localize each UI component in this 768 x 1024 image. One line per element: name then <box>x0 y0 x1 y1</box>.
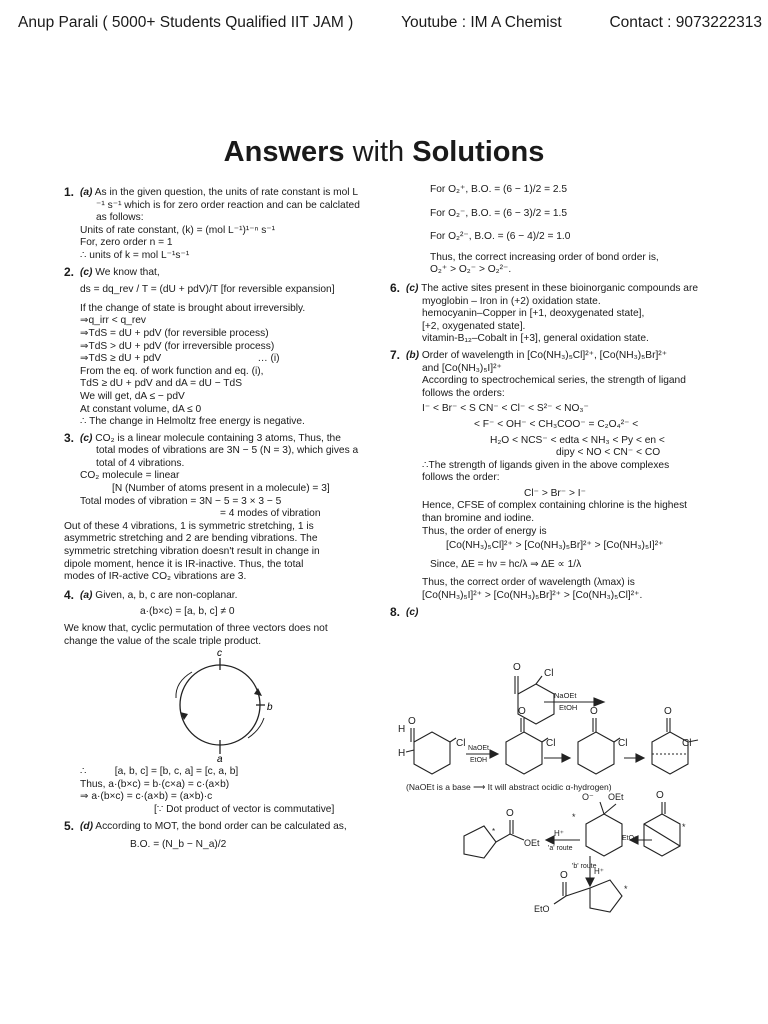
text-line: We will get, dA ≤ − pdV <box>80 390 185 402</box>
text-line: asymmetric stretching and 2 are bending vibrations. The <box>64 533 318 545</box>
answer-4-continued <box>80 766 380 816</box>
text-line: At constant volume, dA ≤ 0 <box>80 403 202 415</box>
text-line: vitamin-B₁₂–Cobalt in [+3], general oxidation state. <box>422 333 649 345</box>
equation-line: Since, ΔE = hν = hc/λ ⇒ ΔE ∝ 1/λ <box>430 558 582 570</box>
text-line: ⇒TdS ≥ dU + pdV … (i) <box>80 353 280 365</box>
text-line: Total modes of vibration = 3N − 5 = 3 × 3 − 5 <box>80 495 282 507</box>
ethoxy-label: OEt <box>608 792 624 802</box>
answer-option: (a) <box>80 187 93 198</box>
bond-order-lines <box>406 184 706 277</box>
text-line: symmetric stretching vibration doesn't result in change in <box>64 546 320 558</box>
question-number: 1. <box>64 185 75 199</box>
youtube-line: Youtube : IM A Chemist <box>401 14 562 31</box>
alkoxide-label: O⁻ <box>582 792 594 802</box>
text-line: From the eq. of work function and eq. (i), <box>80 365 264 377</box>
equation-line: ds = dq_rev / T = (dU + pdV)/T [for reversible expansion] <box>80 284 335 296</box>
text-line: and [Co(NH₃)₅I]²⁺ <box>422 362 502 374</box>
text-line: The active sites present in these bioinorganic compounds are <box>421 282 699 294</box>
text-line: < F⁻ < OH⁻ < CH₃COO⁻ = C₂O₄²⁻ < <box>474 418 639 430</box>
answer-option: (d) <box>80 820 94 832</box>
text-line: dipy < NO < CN⁻ < CO <box>556 447 661 459</box>
oxygen-label: O <box>664 706 672 717</box>
answer-option: (a) <box>80 589 93 601</box>
right-column <box>390 184 706 619</box>
hydrogen-label: H <box>398 748 406 759</box>
text-line: follows the order: <box>422 472 500 484</box>
text-line: total of 4 vibrations. <box>96 457 185 469</box>
marker-star: * <box>682 822 686 832</box>
text-line: [+2, oxygenated state]. <box>422 320 526 332</box>
equation-line: B.O. = (N_b − N_a)/2 <box>130 839 227 851</box>
oxygen-label: O <box>560 870 568 881</box>
marker-star: * <box>624 884 628 894</box>
reagent-etoh: EtOH <box>559 703 578 712</box>
text-line: ⇒ a·(b×c) = c·(a×b) = (a×b)·c <box>80 791 213 803</box>
text-line: As in the given question, the units of rate constant is mol L <box>94 187 359 198</box>
text-line: According to spectrochemical series, the strength of ligand <box>422 375 686 387</box>
answer-5 <box>64 818 380 852</box>
question-number: 7. <box>390 347 401 362</box>
answer-6 <box>390 280 706 346</box>
text-line: ⁻¹ s⁻¹ which is for zero order reaction and can be calclated <box>96 199 360 211</box>
answer-1 <box>64 185 380 263</box>
text-line: Hence, CFSE of complex containing chlorine is the highest <box>422 500 688 512</box>
oxygen-label: O <box>656 790 664 801</box>
marker-star: * <box>492 827 496 836</box>
text-line: Thus, the correct order of wavelength (λmax) is <box>422 577 635 589</box>
answer-option: (c) <box>406 606 419 618</box>
ethoxide-label: EtO⁻ <box>622 835 638 842</box>
text-line: [N (Number of atoms present in a molecule) = 3] <box>112 483 330 495</box>
text-line: Cl⁻ > Br⁻ > I⁻ <box>524 487 586 499</box>
title-solutions: Solutions <box>412 136 545 168</box>
text-line: Thus, the correct increasing order of bond order is, <box>430 251 659 263</box>
text-line: Thus, the order of energy is <box>422 525 547 537</box>
text-line: [Co(NH₃)₅Cl]²⁺ > [Co(NH₃)₅Br]²⁺ > [Co(NH₃)₅I]²⁺ <box>446 540 664 552</box>
equation-line: For O₂²⁻, B.O. = (6 − 4)/2 = 1.0 <box>430 231 571 243</box>
text-line: We know that, cyclic permutation of three vectors does not <box>64 623 328 634</box>
question-number: 6. <box>390 280 401 295</box>
text-line: CO₂ molecule = linear <box>80 470 180 482</box>
oxygen-label: O <box>506 808 514 819</box>
hydrogen-label: H <box>398 724 406 735</box>
text-line: ∴ The change in Helmoltz free energy is negative. <box>80 416 305 428</box>
text-line: ⇒TdS = dU + pdV (for reversible process) <box>80 327 269 339</box>
text-line: ∴ [a, b, c] = [b, c, a] = [c, a, b] <box>80 766 239 778</box>
text-line: Order of wavelength in [Co(NH₃)₅Cl]²⁺, [Co(NH₃)₅Br]²⁺ <box>421 349 668 361</box>
question-number: 3. <box>64 430 75 445</box>
answer-2 <box>64 264 380 429</box>
text-line: I⁻ < Br⁻ < S CN⁻ < Cl⁻ < S²⁻ < NO₃⁻ <box>422 403 589 415</box>
question-number: 2. <box>64 264 75 279</box>
ethoxy-label: EtO <box>534 904 550 914</box>
text-line: We know that, <box>95 266 160 278</box>
text-line: For, zero order n = 1 <box>80 237 173 249</box>
answer-4 <box>64 587 380 648</box>
text-line: ∴The strength of ligands given in the above complexes <box>422 459 670 471</box>
answer-7 <box>390 347 706 603</box>
page-title <box>0 136 768 169</box>
vector-c-label: c <box>217 650 222 660</box>
oxygen-label: O <box>408 716 416 727</box>
page-header <box>0 14 768 32</box>
reagent-naoet: NaOEt <box>468 745 490 752</box>
text-line: Given, a, b, c are non-coplanar. <box>95 589 238 601</box>
contact-line: Contact : 9073222313 <box>609 14 762 31</box>
text-line: myoglobin – Iron in (+2) oxidation state. <box>422 295 601 307</box>
text-line: TdS ≥ dU + pdV and dA = dU − TdS <box>80 378 242 390</box>
reagent-naoet: NaOEt <box>554 691 577 700</box>
answer-8 <box>390 604 706 620</box>
title-answers: Answers <box>223 136 345 168</box>
left-column <box>64 184 380 852</box>
text-line: Out of these 4 vibrations, 1 is symmetric stretching, 1 is <box>64 520 314 532</box>
oxygen-label: O <box>518 706 526 717</box>
vector-b-label: b <box>267 702 273 714</box>
equation-line: For O₂⁺, B.O. = (6 − 1)/2 = 2.5 <box>430 184 568 195</box>
chlorine-label: Cl <box>544 668 554 679</box>
chlorine-label: Cl <box>682 738 692 749</box>
question-number: 5. <box>64 818 75 833</box>
route-b-label: 'b' route <box>572 863 597 870</box>
text-line: O₂⁺ > O₂⁻ > O₂²⁻. <box>430 264 512 276</box>
question-number: 8. <box>390 604 401 619</box>
oxygen-label: O <box>590 706 598 717</box>
chlorine-label: Cl <box>618 738 628 749</box>
reagent-etoh: EtOH <box>470 757 488 764</box>
proton-label: H⁺ <box>554 829 564 838</box>
title-with: with <box>344 136 413 168</box>
text-line: dipole moment, hence it is IR-inactive. Thus, the total <box>64 558 304 570</box>
text-line: change the value of the scale triple product. <box>64 635 262 647</box>
answer-option: (b) <box>406 349 420 361</box>
answer-3 <box>64 430 380 584</box>
text-line: Thus, a·(b×c) = b·(c×a) = c·(a×b) <box>80 778 230 790</box>
chlorine-label: Cl <box>456 738 466 749</box>
proton-label: H⁺ <box>594 867 604 876</box>
text-line: = 4 modes of vibration <box>220 508 321 520</box>
text-line: hemocyanin–Copper in [+1, deoxygenated state], <box>422 308 645 320</box>
oxygen-label: O <box>513 662 521 673</box>
cyclic-permutation-diagram <box>80 650 380 762</box>
text-line: as follows: <box>96 212 144 224</box>
text-line: ⇒TdS > dU + pdV (for irreversible process) <box>80 340 275 352</box>
text-line: If the change of state is brought about irreversibly. <box>80 302 306 314</box>
text-line: total modes of vibrations are 3N − 5 (N = 3), which gives a <box>96 445 359 457</box>
text-line: CO₂ is a linear molecule containing 3 atoms, Thus, the <box>95 432 341 444</box>
text-line: Units of rate constant, (k) = (mol L⁻¹)¹⁻ⁿ s⁻¹ <box>80 224 276 236</box>
text-line: modes of IR-active CO₂ vibrations are 3. <box>64 571 247 583</box>
text-line: [Co(NH₃)₅I]²⁺ > [Co(NH₃)₅Br]²⁺ > [Co(NH₃)₅Cl]²⁺. <box>422 590 643 602</box>
answer-option: (c) <box>80 432 93 444</box>
vector-a-label: a <box>217 754 223 763</box>
ethoxy-label: OEt <box>524 838 540 848</box>
text-line: According to MOT, the bond order can be calculated as, <box>95 820 347 832</box>
text-line: follows the orders: <box>422 387 505 399</box>
route-a-label: 'a' route <box>548 845 573 852</box>
equation-line: For O₂⁻, B.O. = (6 − 3)/2 = 1.5 <box>430 207 568 219</box>
author-line: Anup Parali ( 5000+ Students Qualified IIT JAM ) <box>18 14 354 31</box>
text-line: [∵ Dot product of vector is commutative] <box>154 803 335 815</box>
question-number: 4. <box>64 587 75 602</box>
answer-option: (c) <box>406 282 419 294</box>
reaction-mechanism-diagram <box>394 654 764 914</box>
text-line: than bromine and iodine. <box>422 513 535 525</box>
base-note: (NaOEt is a base ⟶ It will abstract ocidic α-hydrogen) <box>406 782 612 792</box>
equation-line: a·(b×c) = [a, b, c] ≠ 0 <box>140 606 235 618</box>
answer-option: (c) <box>80 266 93 278</box>
chlorine-label: Cl <box>546 738 556 749</box>
marker-star: * <box>572 812 576 822</box>
text-line: ⇒q_irr < q_rev <box>80 315 147 327</box>
text-line: ∴ units of k = mol L⁻¹s⁻¹ <box>80 249 190 261</box>
text-line: H₂O < NCS⁻ < edta < NH₃ < Py < en < <box>490 434 665 446</box>
